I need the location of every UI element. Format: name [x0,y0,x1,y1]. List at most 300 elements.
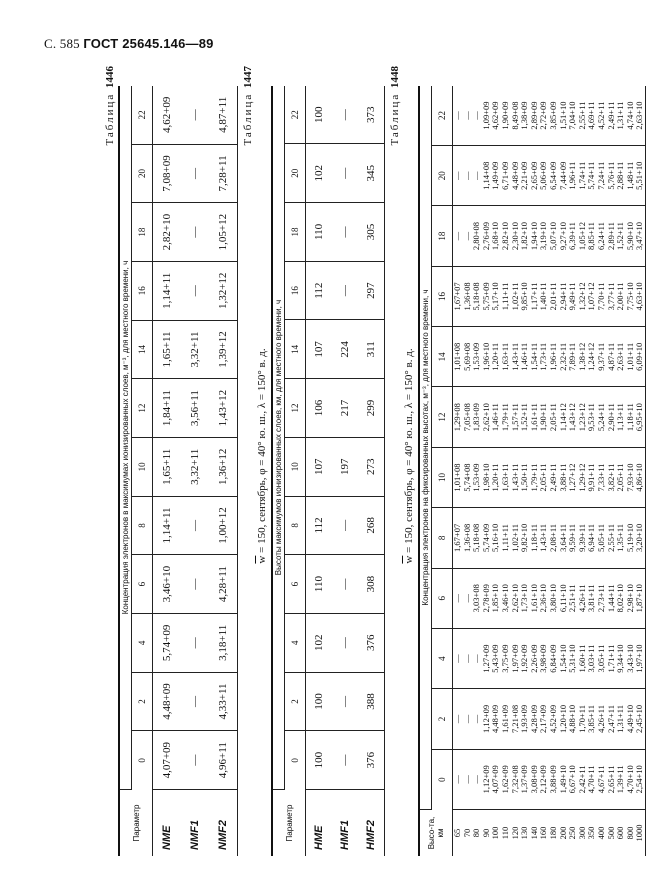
table-cell: 3,77+11 [607,266,617,326]
table-cell: — [463,146,473,206]
table-cell: 1,00+12 [209,496,238,555]
table-cell: 4,48+09 [153,672,182,731]
table-cell: 1,53+09 [472,327,482,387]
table-cell: 1,79+11 [501,387,511,447]
table-cell: 1,43+11 [511,327,521,387]
table-number: 1446 [104,66,116,88]
table-cell: 5,06+09 [539,146,549,206]
table-cell: — [332,261,358,320]
height-value: 200 [557,826,568,840]
hour-header: 4 [285,613,306,672]
table-cell: 5,24+11 [597,387,607,447]
table-cell: — [332,496,358,555]
hour-header: 2 [432,689,453,749]
w-symbol: $\overline{w}$ [403,555,415,564]
table-cell: 1,14+11 [153,496,182,555]
table-cell: 1,60+11 [578,628,588,688]
table-cell: 1,67+07 [453,508,463,568]
table-cell: 1,61+09 [501,689,511,749]
table-cell: 5,17+10 [491,266,501,326]
table-cell: 5,69+08 [463,327,473,387]
standard-code: ГОСТ 25645.146—89 [83,36,214,51]
table-cell: 7,33+11 [597,447,607,507]
table-cell: 1,02+11 [511,266,521,326]
height-value: 65 [452,828,462,838]
table-cell: 6,95+10 [635,387,645,447]
table-row [332,86,358,856]
table-cell: 1,61+11 [530,387,540,447]
height-value: 120 [509,826,520,840]
table-cell: 8,02+10 [616,568,626,628]
table-cell: 9,49+11 [568,266,578,326]
table-cell: 4,48+09 [491,689,501,749]
table-cell: 1,20+11 [491,447,501,507]
table-cell: 7,24+11 [597,146,607,206]
table-cell: 1,49+10 [559,749,569,809]
height-value: 130 [519,826,530,840]
table-cell: 1,49+09 [491,146,501,206]
table-cell: 1,36+12 [209,437,238,496]
table-cell: 1,90+09 [501,86,511,146]
table-cell: 2,42+11 [578,749,588,809]
table-cell: 1,39+12 [209,320,238,379]
subtitle-text: = 150, сентябрь, φ = 40° ю. ш., λ = 150° в. д. [256,348,268,556]
caption-word: Таблица [104,92,116,146]
table-cell: — [472,86,482,146]
hour-header: 22 [132,86,153,144]
table-cell: 1,36+08 [463,266,473,326]
height-value: 500 [605,826,616,840]
table-cell: 1,01+08 [453,327,463,387]
table-cell: 2,05+11 [616,447,626,507]
height-value: 180 [547,826,558,840]
table-cell: — [453,86,463,146]
height-value: 90 [480,828,491,838]
table-cell: 1,94+10 [530,206,540,266]
table-cell: 2,88+11 [616,146,626,206]
table-cell: 1,54+10 [559,628,569,688]
table-cell: 2,63+11 [616,327,626,387]
table-cell: 4,69+11 [587,86,597,146]
table-cell: 1,54+11 [530,327,540,387]
param-name: HMF2 [358,790,385,857]
table-cell: 100 [306,731,333,790]
hour-header: 12 [285,379,306,438]
table-cell: 2,82+10 [153,203,182,262]
table-cell: 1,63+11 [501,327,511,387]
table-cell: 1,90+11 [539,387,549,447]
group-header: Высоты максимумов ионизированных слоев, км, для местного времени, ч [272,86,285,790]
table-cell: 5,74+09 [153,613,182,672]
table-cell: 8,49+08 [511,86,521,146]
table-cell: — [332,555,358,614]
table-cell: 373 [358,86,385,144]
table-cell: 2,00+11 [616,266,626,326]
table-cell: 308 [358,555,385,614]
table-cell: 297 [358,261,385,320]
table-cell: 1,43+11 [511,447,521,507]
table-cell: 217 [332,379,358,438]
table-cell: — [181,731,209,790]
table-cell: 2,32+11 [559,327,569,387]
caption-word: Таблица [389,92,401,146]
param-header: Параметр [272,790,306,857]
table-cell: 102 [306,613,333,672]
table-cell: 2,05+11 [549,387,559,447]
table-cell: — [181,613,209,672]
param-header: Параметр [119,790,153,857]
table-cell: 2,47+11 [607,689,617,749]
table-cell: 2,05+11 [539,447,549,507]
hour-header: 22 [285,86,306,144]
table-cell: 107 [306,320,333,379]
table-cell: 1,48+11 [626,146,636,206]
table-cell: 2,12+09 [539,749,549,809]
table-row [181,86,209,856]
hour-header: 10 [132,437,153,496]
table-cell: 7,08+09 [153,144,182,203]
table-cell: 5,51+10 [635,146,645,206]
table-cell: 2,08+11 [549,508,559,568]
table-cell: 376 [358,613,385,672]
hour-header: 18 [132,203,153,262]
table-cell: — [332,672,358,731]
table-cell: 3,47+10 [635,206,645,266]
table-cell: 3,32+11 [181,320,209,379]
group-header: Концентрация электронов в максимумах ионизированных слоев, м⁻³, для местного времени, ч [119,86,132,790]
table-cell: 1,14+12 [559,387,569,447]
table-cell: 1,13+11 [616,387,626,447]
table-cell: 4,48+09 [511,146,521,206]
table-cell: — [472,628,482,688]
hour-header: 16 [432,266,453,326]
table-cell: 5,16+10 [491,508,501,568]
table-cell: 197 [332,437,358,496]
table-cell: 268 [358,496,385,555]
table-cell: — [472,146,482,206]
table-cell: 4,96+11 [209,731,238,790]
table-cell: 6,94+11 [587,508,597,568]
table-cell: 7,05+08 [463,387,473,447]
table-cell: 3,46+10 [501,568,511,628]
table-1448-caption [389,66,401,856]
table-cell: 1,51+10 [559,86,569,146]
hour-header: 20 [285,144,306,203]
height-header: Высо-та, км [419,810,453,857]
height-value: 160 [538,826,549,840]
table-cell: 3,03+08 [472,568,482,628]
hour-header: 6 [432,568,453,628]
table-cell: 3,19+10 [539,206,549,266]
hour-header: 10 [285,437,306,496]
hour-header: 2 [132,672,153,731]
table-cell: 1,67+07 [453,266,463,326]
table-cell: 1,46+11 [520,327,530,387]
table-cell: 3,85+11 [587,689,597,749]
table-cell: 5,05+11 [597,508,607,568]
table-cell: 1,12+09 [482,689,492,749]
table-cell: 1,52+11 [616,206,626,266]
table-cell: 7,44+09 [559,146,569,206]
table-cell: — [332,203,358,262]
table-cell: 1,43+11 [539,508,549,568]
table-cell: — [453,628,463,688]
table-row [153,86,182,856]
table-cell: 5,18+08 [472,508,482,568]
table-cell: 1,43+12 [568,387,578,447]
table-1446 [118,86,238,856]
table-cell: 1,23+12 [578,387,588,447]
hour-header: 8 [285,496,306,555]
table-cell: 9,39+11 [578,508,588,568]
hour-header: 10 [432,447,453,507]
table-cell: — [463,689,473,749]
table-cell: — [453,146,463,206]
table-1448-subtitle [403,56,415,856]
table-cell: 9,37+11 [597,327,607,387]
table-cell: 1,96+11 [568,146,578,206]
table-cell: 311 [358,320,385,379]
table-cell: 4,52+09 [549,689,559,749]
table-cell: 1,96+11 [549,327,559,387]
table-cell: 1,05+12 [578,206,588,266]
table-cell: 5,76+11 [607,146,617,206]
table-cell: 1,62+09 [501,749,511,809]
table-cell: 1,43+12 [209,379,238,438]
table-cell: 1,65+11 [153,437,182,496]
table-cell: 1,20+11 [491,327,501,387]
table-cell: 1,18+11 [530,508,540,568]
height-value: 600 [615,826,626,840]
table-cell: 1,27+09 [482,628,492,688]
table-cell: 5,75+09 [482,266,492,326]
param-name: NME [161,825,173,850]
hour-header: 0 [432,749,453,809]
table-cell: 2,26+09 [530,628,540,688]
table-row [358,86,385,856]
table-cell: — [181,86,209,144]
table-cell: 1,38+12 [578,327,588,387]
table-cell: 7,75+10 [626,266,636,326]
table-cell: 6,11+10 [559,568,569,628]
table-row [306,86,333,856]
table-cell: 345 [358,144,385,203]
w-symbol: $\overline{w}$ [256,555,268,564]
table-cell: 2,49+11 [549,447,559,507]
param-name: HME [313,825,325,850]
table-cell: 3,64+11 [559,508,569,568]
table-cell: 4,70+10 [626,749,636,809]
table-cell: 1,32+12 [209,261,238,320]
page-header [44,36,214,52]
table-cell: 5,90+10 [626,206,636,266]
table-cell: 3,56+11 [181,379,209,438]
table-cell: — [472,749,482,809]
table-1448 [418,86,646,856]
table-cell: 1,31+11 [616,86,626,146]
hour-header: 14 [432,327,453,387]
table-cell: 1,84+11 [153,379,182,438]
height-value: 110 [499,826,510,840]
table-cell: 2,54+10 [635,749,645,809]
table-cell: — [472,689,482,749]
table-cell: 1,18+11 [626,387,636,447]
table-cell: 100 [306,672,333,731]
subtitle-text: = 150, сентябрь, φ = 40° ю. ш., λ = 150° в. д. [403,348,415,556]
table-cell: 1,29+12 [578,447,588,507]
table-cell: — [181,144,209,203]
table-cell: 5,07+10 [549,206,559,266]
table-cell: 1,98+10 [482,447,492,507]
table-cell: 1,05+12 [209,203,238,262]
table-cell: 2,63+10 [635,86,645,146]
table-cell: 110 [306,555,333,614]
table-cell: 5,74+08 [463,447,473,507]
table-cell: 1,92+09 [520,628,530,688]
table-cell: 2,55+11 [578,86,588,146]
table-cell: 1,38+09 [520,86,530,146]
table-cell: 2,94+11 [559,266,569,326]
table-cell: 388 [358,672,385,731]
table-cell: 9,91+11 [587,447,597,507]
param-name: NMF1 [189,820,201,850]
table-cell: 1,71+11 [607,628,617,688]
table-cell: 1,01+11 [626,327,636,387]
table-cell: 9,82+10 [520,508,530,568]
table-row [635,86,645,856]
table-cell: 1,11+11 [501,508,511,568]
height-value: 70 [461,828,472,838]
table-cell: 2,36+10 [539,568,549,628]
height-value: 800 [624,826,635,840]
table-cell: 1,14+11 [153,261,182,320]
table-cell: 8,85+11 [587,206,597,266]
table-cell: 112 [306,496,333,555]
table-cell: 4,74+10 [626,86,636,146]
table-cell: 3,98+09 [539,628,549,688]
table-cell: 6,84+09 [549,628,559,688]
table-cell: — [453,689,463,749]
table-cell: 106 [306,379,333,438]
table-cell: 2,45+10 [635,689,645,749]
hour-header: 18 [432,206,453,266]
table-cell: 1,46+11 [491,387,501,447]
table-cell: 1,61+10 [530,568,540,628]
table-cell: 3,32+11 [181,437,209,496]
table-cell: 7,04+10 [568,86,578,146]
table-cell: 4,87+11 [209,86,238,144]
table-1447-caption [242,66,254,856]
table-cell: 9,27+10 [559,206,569,266]
hour-header: 0 [285,731,306,790]
table-cell: 1,52+11 [520,387,530,447]
table-cell: 7,70+11 [597,266,607,326]
table-cell: 1,73+11 [539,327,549,387]
table-cell: 7,93+10 [626,447,636,507]
hour-header: 2 [285,672,306,731]
table-cell: 2,76+09 [482,206,492,266]
hour-header: 0 [132,731,153,790]
table-cell: — [181,261,209,320]
hour-header: 12 [132,379,153,438]
table-cell: 299 [358,379,385,438]
table-cell: 1,20+10 [559,689,569,749]
table-cell: 102 [306,144,333,203]
table-cell: 1,73+10 [520,568,530,628]
table-cell: 3,85+09 [549,86,559,146]
hour-header: 6 [132,555,153,614]
table-cell: 2,80+08 [472,206,482,266]
table-cell: 1,87+10 [635,568,645,628]
table-cell: 4,07+09 [153,731,182,790]
table-cell: 2,21+09 [520,146,530,206]
height-value: 400 [595,826,606,840]
table-cell: 1,02+11 [511,508,521,568]
table-cell: 1,14+08 [482,146,492,206]
table-cell: 2,49+11 [607,86,617,146]
table-cell: 4,52+11 [597,86,607,146]
table-cell: 1,83+09 [472,387,482,447]
table-cell: 1,39+11 [616,749,626,809]
table-cell: 1,74+11 [578,146,588,206]
table-cell: 4,26+11 [597,689,607,749]
height-value: 300 [576,826,587,840]
table-cell: 1,07+12 [587,266,597,326]
table-cell: 2,90+11 [607,387,617,447]
table-cell: 2,55+11 [607,508,617,568]
table-cell: 1,31+11 [616,689,626,749]
rotated-content [100,56,645,856]
table-cell: 6,09+10 [635,327,645,387]
table-cell: 6,39+11 [568,206,578,266]
table-cell: 4,62+09 [153,86,182,144]
table-cell: 5,18+08 [472,266,482,326]
table-cell: 1,68+10 [491,206,501,266]
hour-header: 20 [132,144,153,203]
table-cell: 1,32+12 [578,266,588,326]
table-cell: — [181,496,209,555]
table-cell: 2,89+11 [607,206,617,266]
param-name: HMF1 [339,820,351,850]
table-cell: 1,17+11 [530,266,540,326]
hour-header: 8 [132,496,153,555]
hour-header: 12 [432,387,453,447]
table-cell: 1,96+10 [482,327,492,387]
table-cell: — [463,749,473,809]
table-cell: 5,19+10 [626,508,636,568]
table-cell: 4,67+11 [597,749,607,809]
table-cell: 3,80+10 [549,568,559,628]
height-value: 250 [567,826,578,840]
table-cell: 1,57+11 [511,387,521,447]
table-cell: 7,32+08 [511,749,521,809]
table-cell: 3,75+09 [501,628,511,688]
table-cell: 1,11+11 [501,266,511,326]
table-cell: 3,05+11 [597,628,607,688]
hour-header: 14 [285,320,306,379]
table-cell: 7,21+08 [511,689,521,749]
table-cell: 2,62+10 [482,387,492,447]
table-cell: — [181,672,209,731]
table-cell: 9,53+11 [587,387,597,447]
table-cell: 3,43+10 [626,628,636,688]
table-cell: 3,03+11 [587,628,597,688]
table-number: 1448 [389,66,401,88]
table-cell: 4,26+11 [578,568,588,628]
table-cell: — [332,613,358,672]
table-cell: 3,18+11 [209,613,238,672]
table-cell: 2,51+11 [568,568,578,628]
